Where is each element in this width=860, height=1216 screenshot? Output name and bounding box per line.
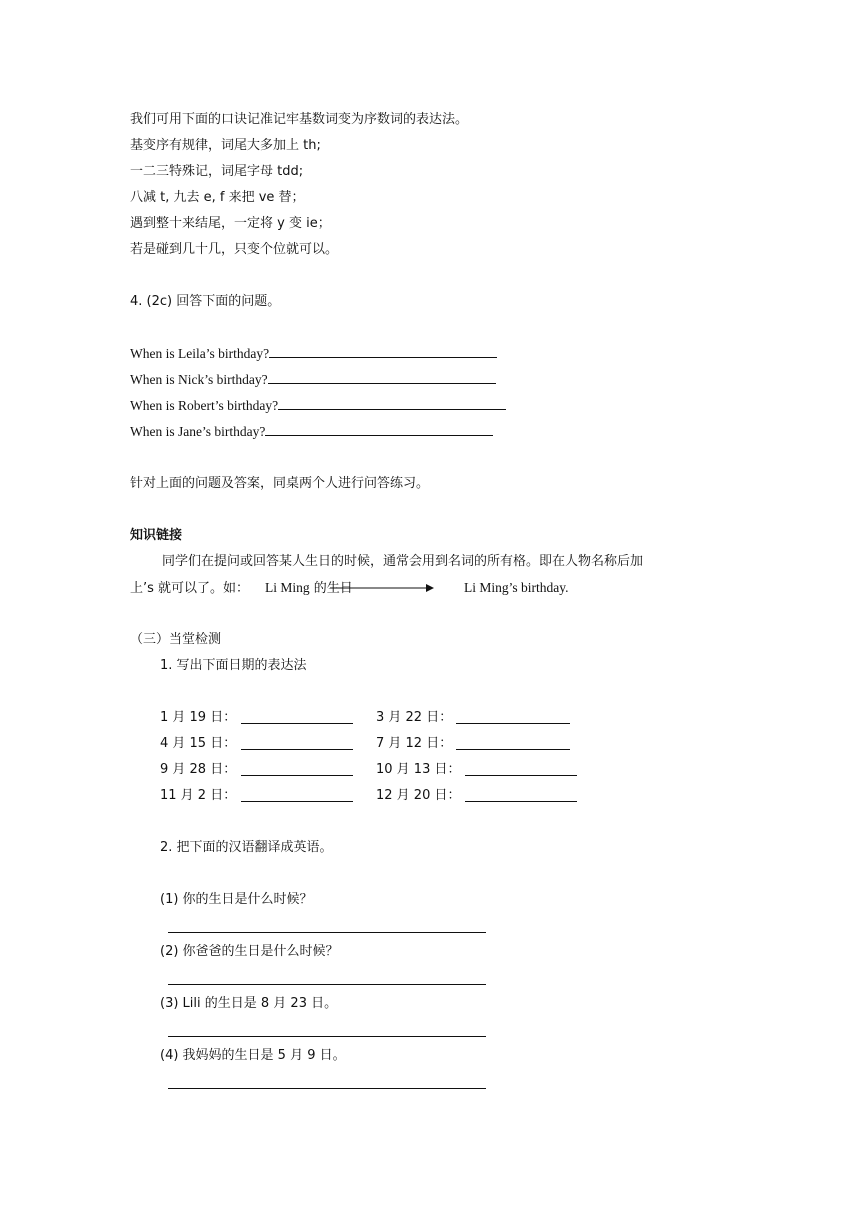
question-text: When is Nick’s birthday? bbox=[130, 372, 268, 387]
question-row bbox=[130, 345, 497, 363]
rhyme-line-2: 一二三特殊记，词尾字母 tdd; bbox=[130, 164, 304, 179]
date-item bbox=[160, 761, 236, 779]
date-blank[interactable] bbox=[241, 801, 353, 802]
knowledge-paragraph-line1: 同学们在提问或回答某人生日的时候，通常会用到名词的所有格。即在人物名称后加 bbox=[162, 554, 644, 569]
question-text: When is Robert’s birthday? bbox=[130, 398, 279, 413]
rhyme-line-5: 若是碰到几十几，只变个位就可以。 bbox=[130, 242, 339, 257]
arrow-icon bbox=[330, 581, 434, 595]
date-blank[interactable] bbox=[241, 749, 353, 750]
date-label: 7 月 12 日： bbox=[376, 736, 453, 751]
date-item bbox=[160, 735, 236, 753]
date-blank[interactable] bbox=[456, 749, 570, 750]
question-row bbox=[130, 423, 493, 441]
q2-title: 2. 把下面的汉语翻译成英语。 bbox=[160, 840, 333, 855]
knowledge-paragraph-text: 上’s 就可以了。如： bbox=[130, 581, 250, 596]
date-label: 12 月 20 日： bbox=[376, 788, 461, 803]
date-label: 4 月 15 日： bbox=[160, 736, 237, 751]
question-text: When is Jane’s birthday? bbox=[130, 424, 266, 439]
knowledge-paragraph-line2 bbox=[130, 579, 353, 598]
date-blank[interactable] bbox=[465, 775, 577, 776]
date-item bbox=[376, 761, 460, 779]
date-item bbox=[376, 735, 452, 753]
date-item bbox=[376, 787, 460, 805]
section3-heading: （三）当堂检测 bbox=[130, 632, 222, 647]
date-label: 10 月 13 日： bbox=[376, 762, 461, 777]
translation-item: (1) 你的生日是什么时候？ bbox=[160, 892, 313, 907]
q1-title: 1. 写出下面日期的表达法 bbox=[160, 658, 307, 673]
translation-item: (2) 你爸爸的生日是什么时候？ bbox=[160, 944, 339, 959]
translation-answer-line[interactable] bbox=[168, 984, 486, 985]
practice-instruction: 针对上面的问题及答案，同桌两个人进行问答练习。 bbox=[130, 476, 430, 491]
question-text: When is Leila’s birthday? bbox=[130, 346, 270, 361]
translation-item: (3) Lili 的生日是 8 月 23 日。 bbox=[160, 996, 338, 1011]
translation-item: (4) 我妈妈的生日是 5 月 9 日。 bbox=[160, 1048, 346, 1063]
rhyme-intro: 我们可用下面的口诀记准记牢基数词变为序数词的表达法。 bbox=[130, 112, 469, 127]
translation-answer-line[interactable] bbox=[168, 1036, 486, 1037]
date-label: 11 月 2 日： bbox=[160, 788, 237, 803]
example-result: Li Ming’s birthday. bbox=[464, 580, 569, 595]
date-blank[interactable] bbox=[241, 775, 353, 776]
date-item bbox=[160, 709, 236, 727]
date-item bbox=[160, 787, 236, 805]
rhyme-line-4: 遇到整十来结尾，一定将 y 变 ie； bbox=[130, 216, 331, 231]
translation-answer-line[interactable] bbox=[168, 1088, 486, 1089]
answer-blank[interactable] bbox=[278, 397, 506, 410]
section4-heading: 4. (2c) 回答下面的问题。 bbox=[130, 294, 281, 309]
example-name: Li Ming bbox=[265, 580, 310, 595]
date-label: 9 月 28 日： bbox=[160, 762, 237, 777]
rhyme-line-1: 基变序有规律，词尾大多加上 th; bbox=[130, 138, 321, 153]
answer-blank[interactable] bbox=[265, 423, 493, 436]
date-item bbox=[376, 709, 452, 727]
date-blank[interactable] bbox=[241, 723, 353, 724]
question-row bbox=[130, 371, 496, 389]
rhyme-line-3: 八减 t, 九去 e, f 来把 ve 替； bbox=[130, 190, 305, 205]
date-label: 1 月 19 日： bbox=[160, 710, 237, 725]
knowledge-title: 知识链接 bbox=[130, 528, 183, 543]
date-blank[interactable] bbox=[465, 801, 577, 802]
translation-answer-line[interactable] bbox=[168, 932, 486, 933]
date-blank[interactable] bbox=[456, 723, 570, 724]
question-row bbox=[130, 397, 506, 415]
date-label: 3 月 22 日： bbox=[376, 710, 453, 725]
answer-blank[interactable] bbox=[269, 345, 497, 358]
example-birthday-zh: 的生日 bbox=[313, 581, 353, 596]
answer-blank[interactable] bbox=[268, 371, 496, 384]
